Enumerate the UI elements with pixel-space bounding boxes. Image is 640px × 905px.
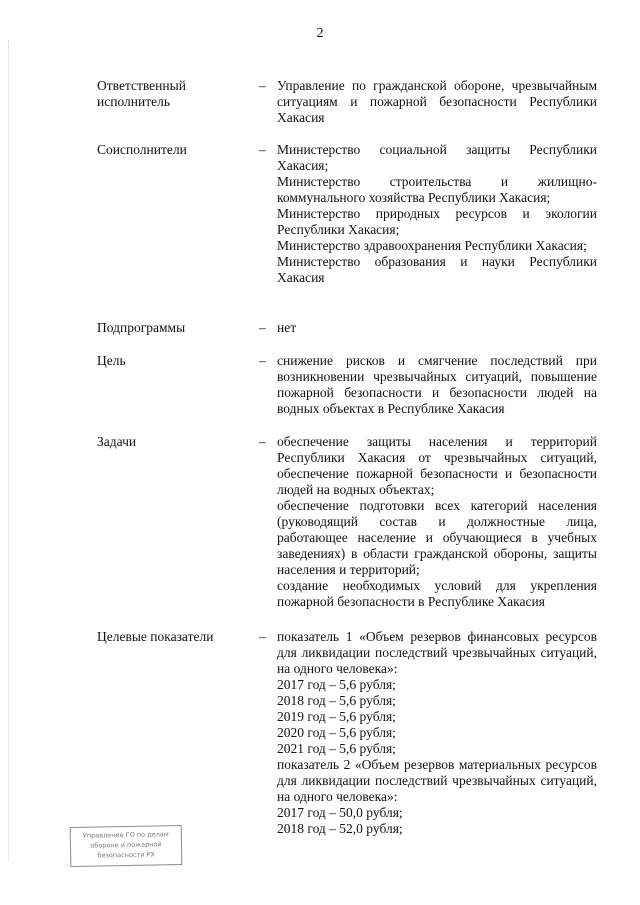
row-dash: – [259,353,266,368]
value-line: обеспечение подготовки всех категорий населения (руководящий состав и должностные лица, работающее население и обучающиеся в учебных заведениях) в области гражданской обороны, защиты населения и территорий; [277,498,597,577]
row-value [277,142,597,286]
row-dash: – [259,78,266,93]
value-line: показатель 2 «Объем резервов материальных ресурсов для ликвидации последствий чрезвычайных ситуаций, на одного человека»: [277,757,597,804]
row-label: Цель [97,353,126,368]
value-line: 2018 год – 52,0 рубля; [277,821,403,836]
value-line: обеспечение защиты населения и территорий Республики Хакасия от чрезвычайных ситуаций, обеспечение пожарной безопасности и безопасности людей на водных объектах; [277,434,597,497]
row-dash: – [259,142,266,157]
row-value [277,629,597,837]
value-line: Министерство строительства и жилищно-коммунального хозяйства Республики Хакасия; [277,174,597,205]
value-line: нет [277,320,297,335]
row-dash: – [259,320,266,335]
value-line: снижение рисков и смягчение последствий при возникновении чрезвычайных ситуаций, повышение пожарной безопасности и безопасности людей на водных объектах в Республике Хакасия [277,353,597,416]
row-label: Ответственный исполнитель [97,78,186,109]
value-line: 2019 год – 5,6 рубля; [277,709,396,724]
value-line: Министерство социальной защиты Республики Хакасия; [277,142,597,173]
stamp-line: безопасности РХ [97,850,155,860]
value-line: показатель 1 «Объем резервов финансовых ресурсов для ликвидации последствий чрезвычайных ситуаций, на одного человека»: [277,629,597,676]
row-value [277,353,597,417]
value-line: Министерство природных ресурсов и экологии Республики Хакасия; [277,206,597,237]
value-line: 2020 год – 5,6 рубля; [277,725,396,740]
stamp-line: обороне и пожарной [90,840,162,850]
row-value [277,320,597,336]
value-line: 2021 год – 5,6 рубля; [277,741,396,756]
registration-stamp [70,825,183,867]
stamp-line: Управление ГО по делам [82,830,169,840]
row-label: Задачи [97,434,137,449]
value-line: создание необходимых условий для укрепления пожарной безопасности в Республике Хакасия [277,578,597,609]
value-line: 2017 год – 5,6 рубля; [277,677,396,692]
row-value [277,78,597,126]
value-line: Министерство здравоохранения Республики Хакасия; [277,238,587,253]
value-line: Министерство образования и науки Республики Хакасия [277,254,597,285]
scan-edge [8,40,9,860]
value-line: 2017 год – 50,0 рубля; [277,805,403,820]
row-label: Целевые показатели [97,629,214,644]
page-number: 2 [316,26,324,41]
value-line: Управление по гражданской обороне, чрезвычайным ситуациям и пожарной безопасности Республики Хакасия [277,78,597,125]
value-line: 2018 год – 5,6 рубля; [277,693,396,708]
row-label: Соисполнители [97,142,187,157]
row-label: Подпрограммы [97,320,186,335]
row-dash: – [259,434,266,449]
row-dash: – [259,629,266,644]
row-value [277,434,597,610]
